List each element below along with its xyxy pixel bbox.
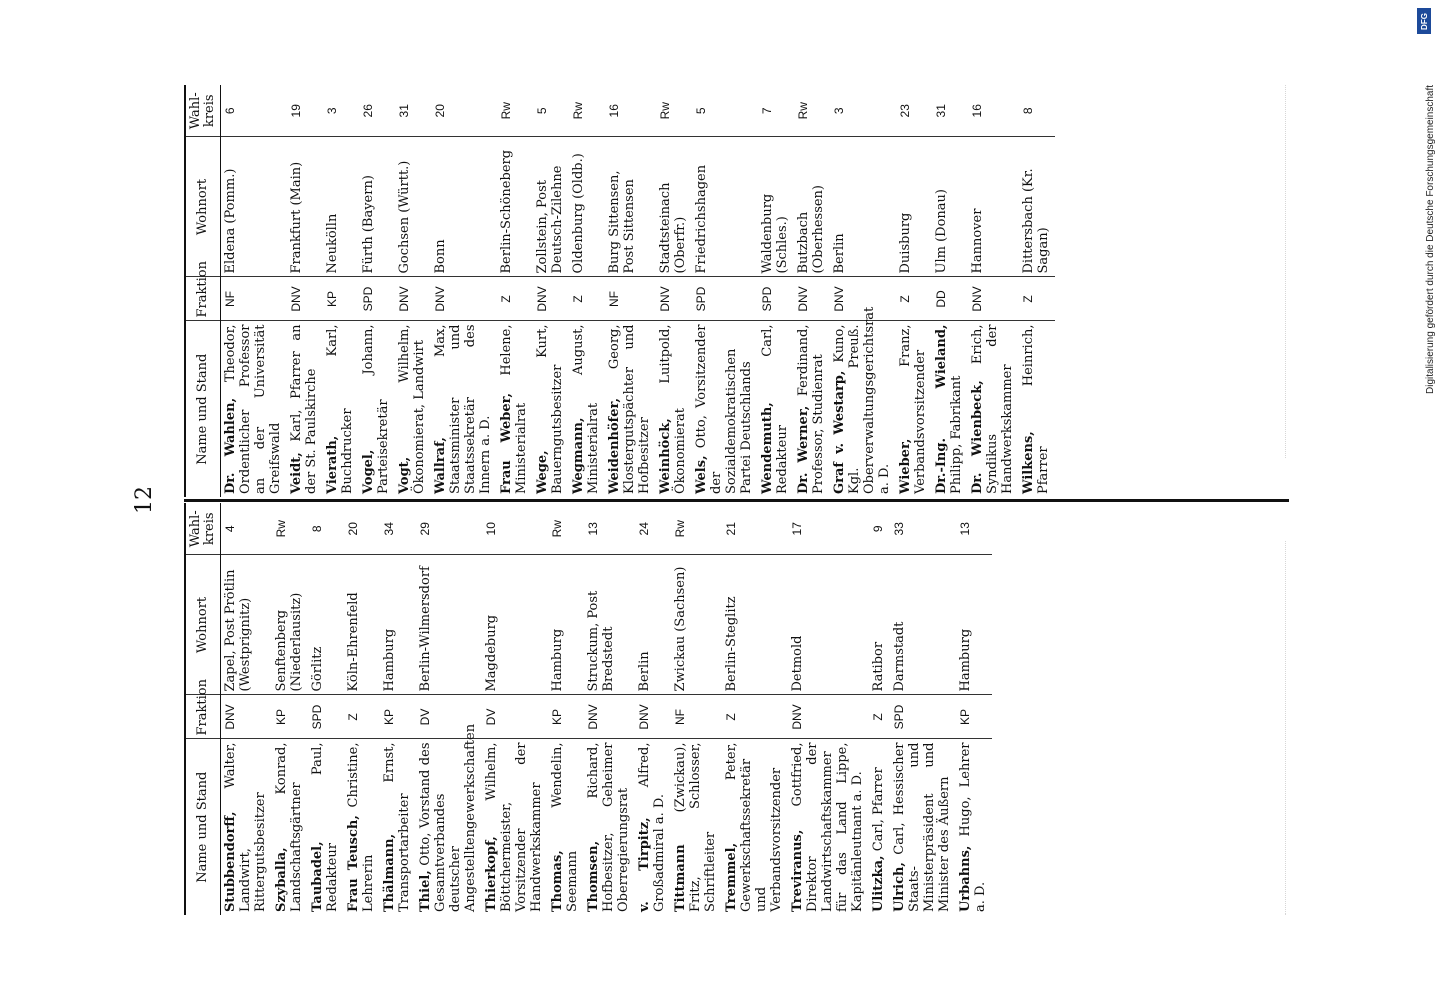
table-row xyxy=(830,85,896,497)
member-name: Wegmann, xyxy=(571,417,586,494)
member-name: Ulitzka, xyxy=(871,855,886,912)
member-name: Tremmel, xyxy=(724,842,739,912)
wohnort-cell: Butzbach (Oberhessen) xyxy=(794,137,830,277)
wahlkreis-cell: 8 xyxy=(308,503,344,555)
fraktion-cell: DNV xyxy=(968,277,1019,321)
wahlkreis-cell: 5 xyxy=(533,85,569,137)
table-row xyxy=(533,85,569,497)
wahlkreis-cell: Rw xyxy=(569,85,605,137)
member-description: Walter, Landwirt, Rittergutsbesitzer xyxy=(223,742,268,912)
wohnort-cell: Berlin xyxy=(830,137,896,277)
table-row xyxy=(497,85,533,497)
wahlkreis-cell: 3 xyxy=(323,85,359,137)
member-description: Gottfried, Direktor der Landwirtschaftskammer für das Land Lippe, Kapitänleutnant a. D. xyxy=(790,742,865,912)
table-row xyxy=(380,503,416,915)
bleed-through xyxy=(1285,85,1302,459)
table-row xyxy=(323,85,359,497)
wahlkreis-cell: 19 xyxy=(287,85,323,137)
table-row xyxy=(896,85,932,497)
member-name: Ulrich, xyxy=(892,862,907,912)
member-cell xyxy=(221,739,273,915)
fraktion-cell: DNV xyxy=(788,695,869,739)
member-name: Taubadel, xyxy=(310,841,325,912)
wohnort-cell: Zapel, Post Prötlin (Westprignitz) xyxy=(221,555,273,695)
wahlkreis-cell: 16 xyxy=(968,85,1019,137)
member-cell xyxy=(584,739,635,915)
wahlkreis-cell: 13 xyxy=(584,503,635,555)
wahlkreis-cell: Rw xyxy=(671,503,722,555)
member-description: Richard, Hofbesitzer, Geheimer Oberregierungsrat xyxy=(586,742,631,912)
table-row xyxy=(308,503,344,915)
wohnort-cell: Senftenberg (Niederlausitz) xyxy=(272,555,308,695)
member-name: Wege, xyxy=(535,450,550,494)
wahlkreis-cell: 31 xyxy=(932,85,968,137)
member-name: Thiel, xyxy=(418,870,433,912)
table-row xyxy=(548,503,584,915)
wohnort-cell: Frankfurt (Main) xyxy=(287,137,323,277)
member-name: Weidenhöfer, xyxy=(607,398,622,494)
fraktion-cell: DNV xyxy=(221,695,273,739)
member-description: Otto, Vorsitzender der Sozialdemokratischen Partei Deutschlands xyxy=(694,324,754,494)
table-row xyxy=(968,85,1019,497)
wahlkreis-cell: 17 xyxy=(788,503,869,555)
left-column xyxy=(184,503,1289,915)
member-description: Paul, Redakteur xyxy=(310,742,340,912)
member-description: Konrad, Landschaftsgärtner xyxy=(274,742,304,912)
table-row xyxy=(416,503,482,915)
member-name: Frau Weber, xyxy=(499,392,514,494)
member-cell xyxy=(431,321,497,497)
member-cell xyxy=(482,739,548,915)
fraktion-cell: DNV xyxy=(533,277,569,321)
wahlkreis-cell: Rw xyxy=(272,503,308,555)
member-description: Christine, Lehrerin xyxy=(346,742,376,912)
header-wohnort: Wohnort xyxy=(185,555,221,695)
wohnort-cell: Hamburg xyxy=(548,555,584,695)
member-name: Thomas, xyxy=(550,850,565,912)
member-description: Helene, Ministerialrat xyxy=(499,324,529,494)
fraktion-cell: KP xyxy=(323,277,359,321)
wahlkreis-cell: Rw xyxy=(794,85,830,137)
wohnort-cell: Hannover xyxy=(968,137,1019,277)
header-name: Name und Stand xyxy=(185,739,221,915)
fraktion-cell: KP xyxy=(956,695,992,739)
member-list xyxy=(184,85,1289,915)
wohnort-cell: Oldenburg (Oldb.) xyxy=(569,137,605,277)
wohnort-cell: Burg Sittensen, Post Sittensen xyxy=(605,137,656,277)
wohnort-cell: Fürth (Bayern) xyxy=(359,137,395,277)
page-number: 12 xyxy=(132,486,157,514)
header-fraktion: Fraktion xyxy=(185,277,221,321)
wahlkreis-cell: 20 xyxy=(344,503,380,555)
wohnort-cell: Zollstein, Post Deutsch-Zilehne xyxy=(533,137,569,277)
wohnort-cell: Bonn xyxy=(431,137,497,277)
fraktion-cell: KP xyxy=(272,695,308,739)
member-cell xyxy=(497,321,533,497)
wohnort-cell: Detmold xyxy=(788,555,869,695)
member-name: Urbahns, xyxy=(958,845,973,912)
member-description: Carl, Hessischer Staats- und Ministerpräsident und Minister des Äußern xyxy=(892,742,952,912)
table-header xyxy=(185,503,221,915)
member-cell xyxy=(794,321,830,497)
member-cell xyxy=(308,739,344,915)
member-description: Wilhelm, Böttchermeister, Vorsitzender der Handwerkskammer xyxy=(484,742,544,912)
table-row xyxy=(482,503,548,915)
member-cell xyxy=(1019,321,1055,497)
wohnort-cell: Struckum, Post Bredstedt xyxy=(584,555,635,695)
wahlkreis-cell: 20 xyxy=(431,85,497,137)
wahlkreis-cell: Rw xyxy=(497,85,533,137)
member-cell xyxy=(635,739,671,915)
table-row xyxy=(395,85,431,497)
table-row xyxy=(431,85,497,497)
table-row xyxy=(272,503,308,915)
table-row xyxy=(1019,85,1055,497)
wohnort-cell: Köln-Ehrenfeld xyxy=(344,555,380,695)
wahlkreis-cell: 16 xyxy=(605,85,656,137)
fraktion-cell: DNV xyxy=(395,277,431,321)
members-table-right xyxy=(184,85,1055,497)
member-description: Max, Staatsminister und Staatssekretär des Innern a. D. xyxy=(433,324,493,494)
member-description: Peter, Gewerkschaftssekretär und Verbandsvorsitzender xyxy=(724,742,784,912)
fraktion-cell: DNV xyxy=(584,695,635,739)
wahlkreis-cell: 24 xyxy=(635,503,671,555)
table-row xyxy=(932,85,968,497)
wahlkreis-cell: 8 xyxy=(1019,85,1055,137)
member-description: Karl, Pfarrer an der St. Paulskirche xyxy=(289,324,319,494)
fraktion-cell: NF xyxy=(671,695,722,739)
fraktion-cell: NF xyxy=(605,277,656,321)
member-cell xyxy=(722,739,788,915)
fraktion-cell: DNV xyxy=(656,277,692,321)
fraktion-cell: Z xyxy=(344,695,380,739)
member-description: Otto, Vorstand des Gesamtverbandes deutscher Angestelltengewerkschaften xyxy=(418,723,478,912)
wohnort-cell: Eldena (Pomm.) xyxy=(221,137,288,277)
wohnort-cell: Magdeburg xyxy=(482,555,548,695)
table-row xyxy=(584,503,635,915)
member-name: v. Tirpitz, xyxy=(637,817,652,912)
wahlkreis-cell: 3 xyxy=(830,85,896,137)
member-description: Georg, Klostergutspächter und Hofbesitzer xyxy=(607,324,652,494)
member-cell xyxy=(380,739,416,915)
table-row xyxy=(869,503,890,915)
fraktion-cell: DD xyxy=(932,277,968,321)
member-description: Wilhelm, Ökonomierat, Landwirt xyxy=(397,324,427,494)
member-description: (Zwickau), Fritz, Schlosser, Schriftleiter xyxy=(673,742,718,912)
wahlkreis-cell: 21 xyxy=(722,503,788,555)
wohnort-cell: Duisburg xyxy=(896,137,932,277)
member-description: Alfred, Großadmiral a. D. xyxy=(637,742,667,912)
table-row xyxy=(635,503,671,915)
member-description: Luitpold, Ökonomierat xyxy=(658,324,688,494)
member-cell xyxy=(692,321,758,497)
fraktion-cell: SPD xyxy=(308,695,344,739)
wahlkreis-cell: 29 xyxy=(416,503,482,555)
member-description: Johann, Parteisekretär xyxy=(361,324,391,494)
member-name: Thierkopf, xyxy=(484,836,499,912)
member-name: Thälmann, xyxy=(382,833,397,912)
member-description: Kuno, Kgl. Preuß. Oberverwaltungsgerichtsrat a. D. xyxy=(832,306,892,494)
member-name: Wendemuth, xyxy=(760,402,775,494)
table-row xyxy=(671,503,722,915)
member-name: Stubbendorff, xyxy=(223,811,238,912)
fraktion-cell: Z xyxy=(896,277,932,321)
wohnort-cell: Darmstadt xyxy=(890,555,956,695)
rotated-sheet xyxy=(132,85,1302,915)
table-row xyxy=(794,85,830,497)
member-name: Wilkens, xyxy=(1021,431,1036,494)
fraktion-cell: NF xyxy=(221,277,288,321)
wahlkreis-cell: 7 xyxy=(758,85,794,137)
table-row xyxy=(344,503,380,915)
header-wahlkreis: Wahl- kreis xyxy=(185,85,221,137)
fraktion-cell: SPD xyxy=(758,277,794,321)
member-description: Theodor, Ordentlicher Professor an der Universität Greifswald xyxy=(223,324,283,494)
wohnort-cell: Berlin xyxy=(635,555,671,695)
header-fraktion: Fraktion xyxy=(185,695,221,739)
member-description: Ernst, Transportarbeiter xyxy=(382,742,412,912)
member-name: Thomsen, xyxy=(586,840,601,912)
table-header xyxy=(185,85,221,497)
member-cell xyxy=(569,321,605,497)
member-name: Wels, xyxy=(694,455,709,494)
wahlkreis-cell: 4 xyxy=(221,503,273,555)
fraktion-cell: KP xyxy=(380,695,416,739)
member-name: Vogel, xyxy=(361,449,376,494)
wahlkreis-cell: 9 xyxy=(869,503,890,555)
member-name: Dr.-Ing. Wieland, xyxy=(934,324,949,494)
table-row xyxy=(758,85,794,497)
table-row xyxy=(890,503,956,915)
member-description: Franz, Verbandsvorsitzender xyxy=(898,324,928,494)
fraktion-cell: Z xyxy=(569,277,605,321)
header-name: Name und Stand xyxy=(185,321,221,497)
member-cell xyxy=(869,739,890,915)
fraktion-cell: SPD xyxy=(359,277,395,321)
fraktion-cell: DV xyxy=(482,695,548,739)
member-name: Graf v. Westarp, xyxy=(832,370,847,494)
member-description: Karl, Buchdrucker xyxy=(325,324,355,494)
member-cell xyxy=(968,321,1019,497)
member-description: Philipp, Fabrikant xyxy=(949,375,964,494)
member-cell xyxy=(395,321,431,497)
member-cell xyxy=(656,321,692,497)
wohnort-cell: Ratibor xyxy=(869,555,890,695)
wohnort-cell: Berlin-Schöneberg xyxy=(497,137,533,277)
table-row xyxy=(359,85,395,497)
wahlkreis-cell: 6 xyxy=(221,85,288,137)
bleed-through xyxy=(1285,542,1302,916)
wohnort-cell: Stadtsteinach (Oberfr.) xyxy=(656,137,692,277)
fraktion-cell: DNV xyxy=(830,277,896,321)
fraktion-cell: DNV xyxy=(635,695,671,739)
wahlkreis-cell: Rw xyxy=(656,85,692,137)
fraktion-cell: Z xyxy=(869,695,890,739)
wohnort-cell: Waldenburg (Schles.) xyxy=(758,137,794,277)
header-wohnort: Wohnort xyxy=(185,137,221,277)
member-cell xyxy=(548,739,584,915)
wahlkreis-cell: 34 xyxy=(380,503,416,555)
member-description: Hugo, Lehrer a. D. xyxy=(958,742,988,912)
fraktion-cell: SPD xyxy=(692,277,758,321)
fraktion-cell: SPD xyxy=(890,695,956,739)
dfg-logo-text: DFG xyxy=(1419,12,1429,30)
member-cell xyxy=(671,739,722,915)
credit-text: Digitalisierung gefördert durch die Deutsche Forschungsgemeinschaft xyxy=(1425,84,1436,394)
fraktion-cell: DNV xyxy=(431,277,497,321)
member-cell xyxy=(830,306,896,497)
fraktion-cell: Z xyxy=(1019,277,1055,321)
wahlkreis-cell: Rw xyxy=(548,503,584,555)
member-description: August, Ministerialrat xyxy=(571,324,601,494)
credit-line xyxy=(1417,14,1436,394)
left-rows xyxy=(221,503,993,915)
member-name: Vierath, xyxy=(325,435,340,494)
member-name: Treviranus, xyxy=(790,829,805,912)
table-row xyxy=(221,503,273,915)
member-cell xyxy=(605,321,656,497)
table-row xyxy=(569,85,605,497)
member-description: Carl, Redakteur xyxy=(760,324,790,494)
fraktion-cell: Z xyxy=(497,277,533,321)
header-wahlkreis: Wahl- kreis xyxy=(185,503,221,555)
wohnort-cell: Dittersbach (Kr. Sagan) xyxy=(1019,137,1055,277)
member-name: Dr. Werner, xyxy=(796,405,811,494)
table-row xyxy=(221,85,288,497)
member-name: Dr. Wienbeck, xyxy=(970,380,985,494)
member-cell xyxy=(287,321,323,497)
member-cell xyxy=(758,321,794,497)
member-cell xyxy=(359,321,395,497)
table-row xyxy=(605,85,656,497)
wohnort-cell: Ulm (Donau) xyxy=(932,137,968,277)
member-name: Veidt, xyxy=(289,452,304,494)
wohnort-cell: Friedrichshagen xyxy=(692,137,758,277)
fraktion-cell: DV xyxy=(416,695,482,739)
table-row xyxy=(722,503,788,915)
member-cell xyxy=(956,739,992,915)
wohnort-cell: Gochsen (Württ.) xyxy=(395,137,431,277)
member-name: Wieber, xyxy=(898,438,913,494)
member-description: Ferdinand, Professor, Studienrat xyxy=(796,324,826,494)
member-description: Wendelin, Seemann xyxy=(550,742,580,912)
member-name: Szyballa, xyxy=(274,847,289,912)
member-name: Vogt, xyxy=(397,456,412,494)
wahlkreis-cell: 10 xyxy=(482,503,548,555)
member-name: Frau Teusch, xyxy=(346,815,361,912)
member-cell xyxy=(272,739,308,915)
member-cell xyxy=(896,321,932,497)
wohnort-cell: Zwickau (Sachsen) xyxy=(671,555,722,695)
member-description: Kurt, Bauerngutsbesitzer xyxy=(535,324,565,494)
wahlkreis-cell: 5 xyxy=(692,85,758,137)
member-cell xyxy=(221,321,288,497)
wahlkreis-cell: 23 xyxy=(896,85,932,137)
member-description: Carl, Pfarrer xyxy=(871,767,886,852)
wohnort-cell: Neukölln xyxy=(323,137,359,277)
wahlkreis-cell: 13 xyxy=(956,503,992,555)
table-row xyxy=(956,503,992,915)
member-cell xyxy=(788,739,869,915)
table-row xyxy=(287,85,323,497)
wahlkreis-cell: 31 xyxy=(395,85,431,137)
members-table-left xyxy=(184,503,992,915)
wahlkreis-cell: 26 xyxy=(359,85,395,137)
fraktion-cell: DNV xyxy=(794,277,830,321)
table-row xyxy=(788,503,869,915)
wohnort-cell: Görlitz xyxy=(308,555,344,695)
member-cell xyxy=(416,723,482,915)
table-row xyxy=(656,85,692,497)
member-cell xyxy=(533,321,569,497)
table-row xyxy=(692,85,758,497)
wahlkreis-cell: 33 xyxy=(890,503,956,555)
member-name: Wallraf, xyxy=(433,437,448,494)
fraktion-cell: Z xyxy=(722,695,788,739)
right-column xyxy=(184,85,1289,497)
fraktion-cell: KP xyxy=(548,695,584,739)
member-name: Weinhöck, xyxy=(658,418,673,494)
member-cell xyxy=(344,739,380,915)
member-cell xyxy=(890,739,956,915)
wohnort-cell: Hamburg xyxy=(956,555,992,695)
member-cell xyxy=(323,321,359,497)
wohnort-cell: Hamburg xyxy=(380,555,416,695)
right-rows xyxy=(221,85,1056,497)
member-description: Heinrich, Pfarrer xyxy=(1021,324,1051,494)
fraktion-cell: DNV xyxy=(287,277,323,321)
member-cell xyxy=(932,321,968,497)
wohnort-cell: Berlin-Steglitz xyxy=(722,555,788,695)
wohnort-cell: Berlin-Wilmersdorf xyxy=(416,555,482,695)
member-description: Erich, Syndikus der Handwerkskammer xyxy=(970,324,1015,494)
column-divider xyxy=(184,499,1289,502)
member-name: Dr. Wahlen, xyxy=(223,397,238,494)
member-name: Tittmann xyxy=(673,844,688,912)
